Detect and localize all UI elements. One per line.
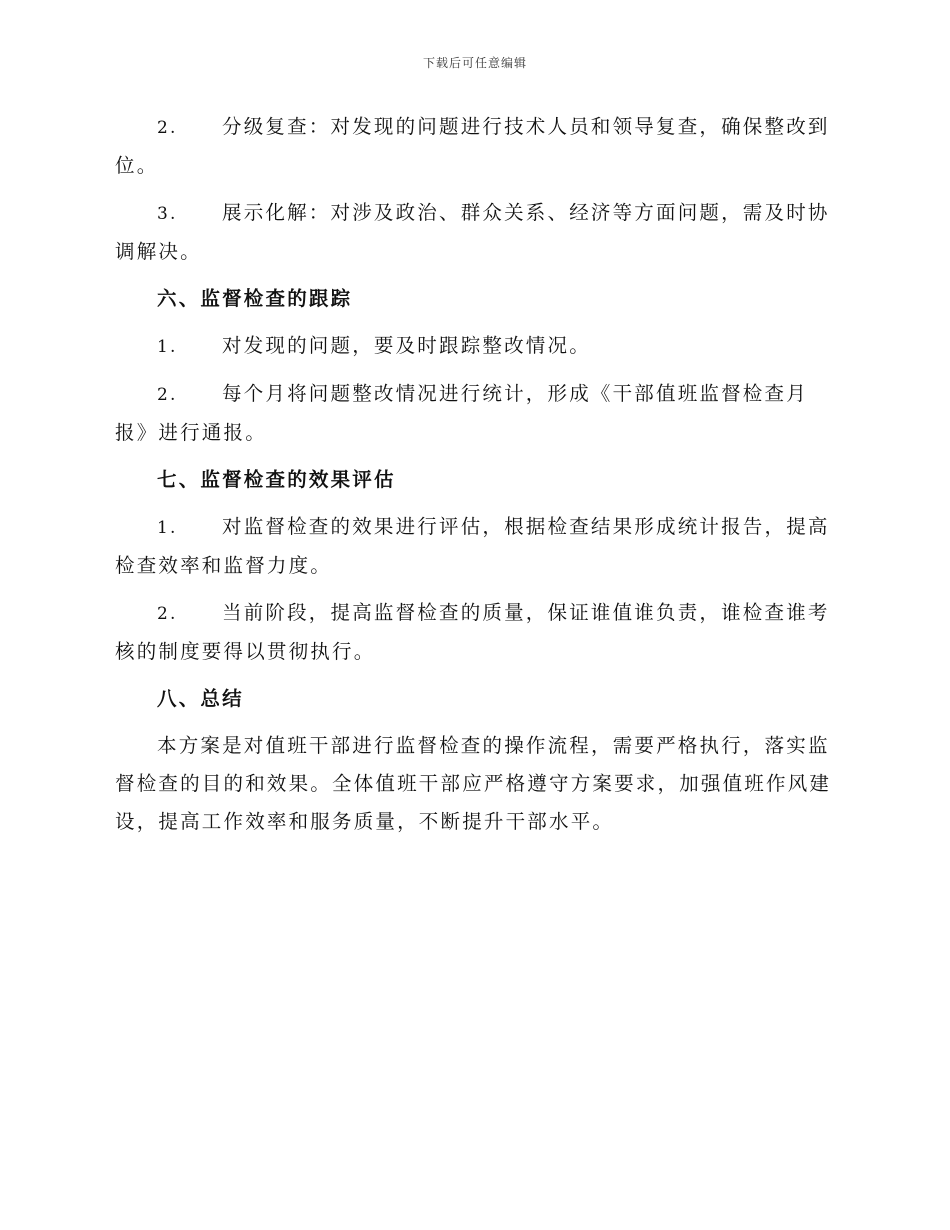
section-heading: 八、总结 <box>157 687 244 710</box>
item-number: 1. <box>157 337 178 357</box>
list-item <box>115 327 833 366</box>
item-text: 对发现的问题，要及时跟踪整改情况。 <box>222 334 591 357</box>
section-heading: 七、监督检查的效果评估 <box>157 468 396 491</box>
item-number: 2. <box>157 385 178 405</box>
page-header: 下载后可任意编辑 <box>422 56 527 70</box>
item-text: 每个月将问题整改情况进行统计，形成《干部值班监督检查月报》进行通报。 <box>115 382 808 444</box>
item-text: 分级复查：对发现的问题进行技术人员和领导复查，确保整改到位。 <box>115 115 830 177</box>
summary-paragraph: 本方案是对值班干部进行监督检查的操作流程，需要严格执行，落实监督检查的目的和效果。全体值班干部应严格遵守方案要求，加强值班作风建设，提高工作效率和服务质量，不断提升干部水平。 <box>115 734 832 833</box>
list-item <box>115 594 833 671</box>
item-text: 对监督检查的效果进行评估，根据检查结果形成统计报告，提高检查效率和监督力度。 <box>115 515 830 577</box>
list-item <box>115 194 833 271</box>
item-text: 展示化解：对涉及政治、群众关系、经济等方面问题，需及时协调解决。 <box>115 201 830 263</box>
list-item <box>115 508 833 585</box>
list-item <box>115 375 833 452</box>
item-number: 1. <box>157 518 178 538</box>
item-text: 当前阶段，提高监督检查的质量，保证谁值谁负责，谁检查谁考核的制度要得以贯彻执行。 <box>115 601 830 663</box>
item-number: 2. <box>157 604 178 624</box>
item-number: 3. <box>157 204 178 224</box>
list-item <box>115 108 833 185</box>
document-content <box>115 108 833 841</box>
item-number: 2. <box>157 118 178 138</box>
section-heading: 六、监督检查的跟踪 <box>157 287 353 310</box>
